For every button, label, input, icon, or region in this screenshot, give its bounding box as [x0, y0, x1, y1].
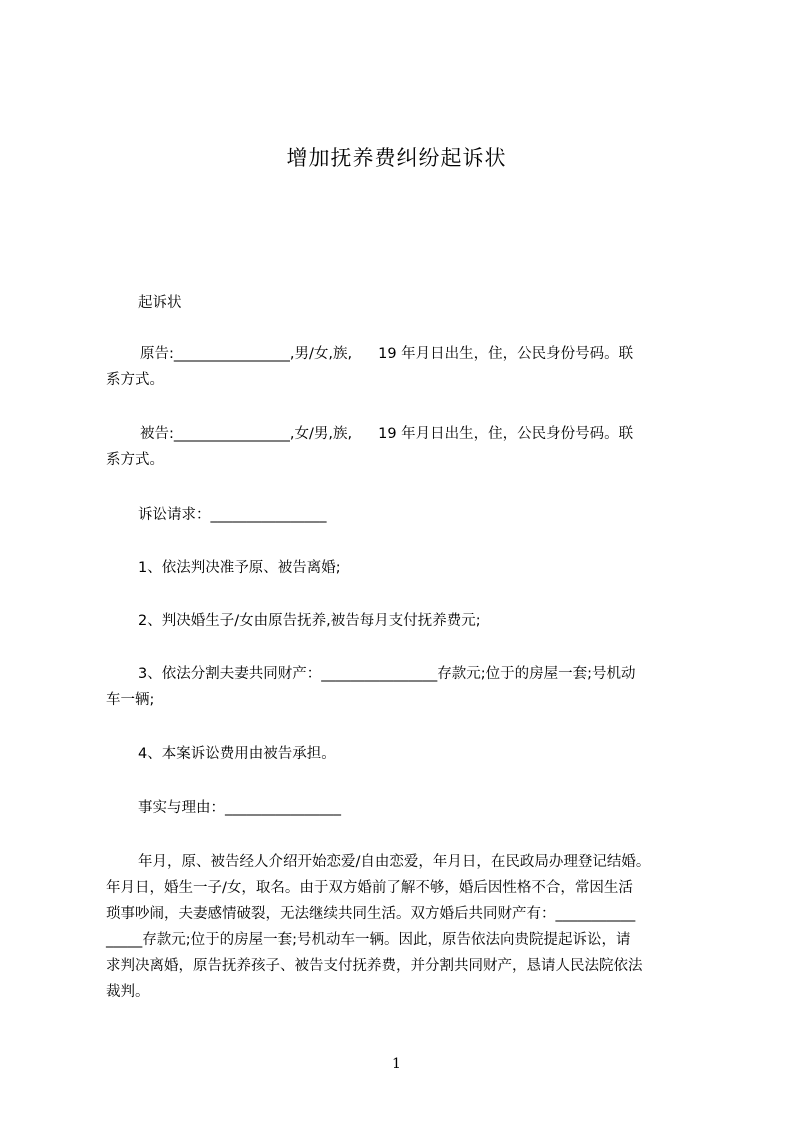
facts-line-6: 裁判。: [106, 984, 150, 1000]
facts-line-2: 年月日，婚生一子/女，取名。由于双方婚前了解不够，婚后因性格不合，常因生活: [106, 880, 633, 896]
facts-line-5: 求判决离婚，原告抚养孩子、被告支付抚养费，并分割共同财产，恳请人民法院依法: [106, 958, 643, 974]
plaintiff-birth: 19 年月日出生，住，公民身份号码。联: [378, 346, 634, 362]
facts-line-3: 琐事吵闹，夫妻感情破裂，无法继续共同生活。双方婚后共同财产有：___________: [106, 906, 636, 922]
document-title: 增加抚养费纠纷起诉状: [286, 146, 507, 170]
defendant-line-2: 系方式。: [106, 452, 164, 468]
claims-label: 诉讼请求：________________: [138, 507, 327, 523]
facts-label: 事实与理由：________________: [138, 800, 341, 816]
defendant-birth: 19 年月日出生，住，公民身份号码。联: [378, 426, 634, 442]
claim-4: 4、本案诉讼费用由被告承担。: [138, 746, 336, 762]
defendant-info: 被告:________________,女/男,族,: [140, 426, 353, 442]
facts-line-1: 年月，原、被告经人介绍开始恋爱/自由恋爱，年月日，在民政局办理登记结婚。: [138, 854, 651, 870]
plaintiff-info: 原告:________________,男/女,族,: [140, 346, 353, 362]
defendant-line-1: [106, 421, 740, 447]
claim-3-line-2: 车一辆;: [106, 692, 155, 708]
plaintiff-line-2: 系方式。: [106, 372, 164, 388]
page-number: 1: [392, 1056, 401, 1072]
heading-complaint: 起诉状: [138, 295, 182, 311]
claim-2: 2、判决婚生子/女由原告抚养,被告每月支付抚养费元;: [138, 613, 481, 629]
plaintiff-line-1: [106, 341, 740, 367]
claim-1: 1、依法判决准予原、被告离婚;: [138, 560, 341, 576]
facts-line-4: _____存款元;位于的房屋一套;号机动车一辆。因此，原告依法向贵院提起诉讼，请: [106, 932, 631, 948]
claim-3-line-1: 3、依法分割夫妻共同财产：________________存款元;位于的房屋一套;号机动: [138, 666, 636, 682]
